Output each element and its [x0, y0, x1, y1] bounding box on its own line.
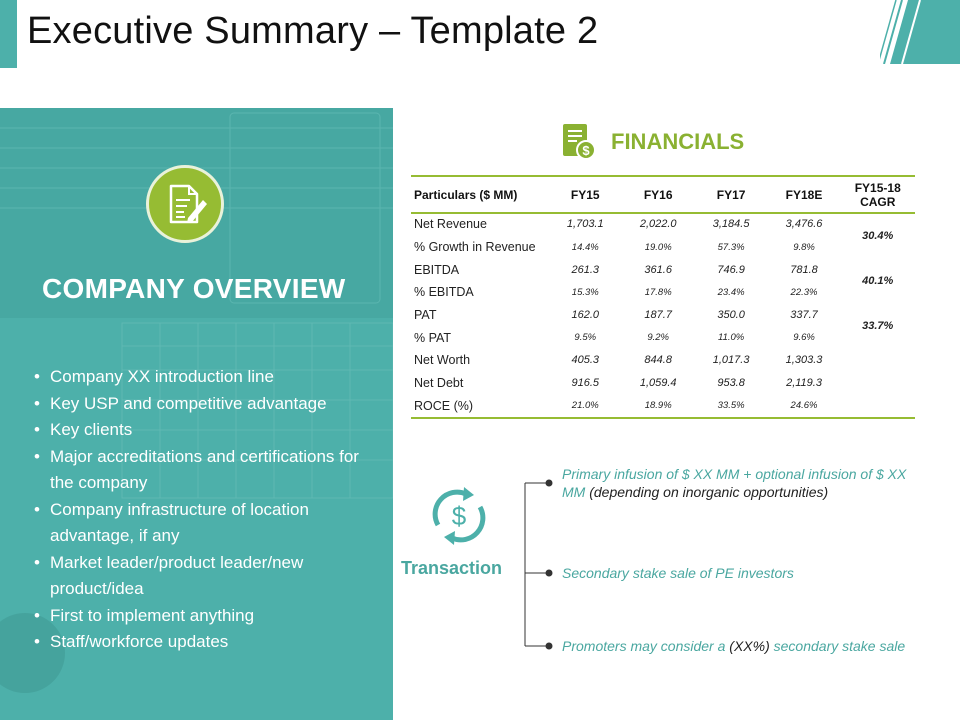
- table-row: [411, 326, 915, 349]
- row-label: Net Worth: [414, 353, 471, 368]
- row-label: PAT: [414, 308, 437, 323]
- overview-bullet-list: [34, 364, 374, 656]
- column-header: FY18E: [785, 187, 823, 202]
- table-cell: 3,476.6: [785, 218, 823, 231]
- table-bottom-rule: [411, 417, 915, 419]
- table-cell: 21.0%: [571, 400, 599, 412]
- corner-stripes-decoration: [880, 0, 960, 64]
- table-row: [411, 304, 915, 327]
- invoice-dollar-icon: [561, 123, 597, 161]
- table-cell: 9.2%: [647, 332, 669, 344]
- column-header: FY16: [643, 187, 673, 202]
- document-pen-icon: [146, 165, 224, 243]
- table-row: [411, 258, 915, 281]
- table-row: [411, 281, 915, 304]
- header-accent-bar: [0, 0, 17, 68]
- column-header: FY15: [570, 187, 600, 202]
- list-item: • Key clients: [34, 417, 374, 444]
- table-cell: 24.6%: [790, 400, 818, 412]
- table-cell: 18.9%: [644, 400, 672, 412]
- table-cell: 953.8: [717, 377, 745, 390]
- table-cell: 9.6%: [793, 332, 815, 344]
- table-row: [411, 395, 915, 418]
- table-cell: 22.3%: [790, 286, 818, 298]
- list-item: • Market leader/product leader/new product/idea: [34, 550, 374, 603]
- table-cell: 405.3: [571, 354, 600, 367]
- table-row: [411, 213, 915, 236]
- table-row: [411, 236, 915, 259]
- transaction-text: Primary infusion of $ XX MM + optional infusion of $ XX MM: [562, 466, 907, 500]
- row-label: % Growth in Revenue: [414, 240, 536, 255]
- column-header: FY15-18 CAGR: [854, 180, 901, 209]
- dollar-cycle-icon: [426, 485, 492, 547]
- table-cell: 746.9: [717, 263, 745, 276]
- table-header-row: [411, 176, 915, 213]
- table-cell: 17.8%: [644, 286, 672, 298]
- table-cell: 187.7: [644, 309, 672, 322]
- transaction-item-secondary: [562, 564, 932, 582]
- column-header: FY17: [716, 187, 746, 202]
- table-cell: 3,184.5: [712, 218, 750, 231]
- table-cell: 916.5: [571, 377, 600, 390]
- transaction-item-primary: [562, 465, 932, 501]
- table-cell: 2,022.0: [639, 218, 677, 231]
- table-cell: 57.3%: [717, 241, 745, 253]
- list-item: • Staff/workforce updates: [34, 629, 374, 656]
- transaction-item-promoters: [562, 637, 932, 655]
- table-cell: 1,703.1: [566, 218, 604, 231]
- table-cell: 337.7: [790, 309, 818, 322]
- cagr-cell: 30.4%: [862, 229, 894, 242]
- svg-text:$: $: [582, 143, 590, 158]
- financials-title: FINANCIALS: [611, 129, 745, 154]
- table-cell: 1,303.3: [785, 354, 823, 367]
- cagr-cell: 33.7%: [862, 320, 894, 333]
- transaction-text: Secondary stake sale of PE investors: [562, 565, 794, 581]
- transaction-text: Promoters may consider a: [562, 638, 726, 654]
- svg-text:$: $: [451, 501, 467, 531]
- table-cell: 9.8%: [793, 241, 815, 253]
- table-cell: 162.0: [571, 309, 600, 322]
- company-overview-panel: [0, 108, 393, 720]
- list-item: • First to implement anything: [34, 603, 374, 630]
- transaction-label: Transaction: [401, 558, 503, 578]
- list-item: • Company XX introduction line: [34, 364, 374, 391]
- table-cell: 1,017.3: [712, 354, 750, 367]
- table-cell: 23.4%: [717, 286, 745, 298]
- transaction-connector-lines: [520, 475, 560, 655]
- table-cell: 361.6: [644, 263, 672, 276]
- row-label: % EBITDA: [414, 285, 474, 300]
- table-cell: 781.8: [790, 263, 818, 276]
- table-row: [411, 372, 915, 395]
- table-cell: 33.5%: [717, 400, 745, 412]
- table-cell: 2,119.3: [786, 377, 822, 390]
- list-item: • Major accreditations and certifications for the company: [34, 444, 374, 497]
- table-cell: 19.0%: [644, 241, 672, 253]
- table-cell: 844.8: [644, 354, 672, 367]
- table-cell: 350.0: [717, 309, 745, 322]
- table-cell: 11.0%: [717, 332, 745, 344]
- table-cell: 261.3: [571, 263, 600, 276]
- row-label: Net Revenue: [414, 217, 487, 232]
- row-label: ROCE (%): [414, 398, 474, 413]
- table-cell: 9.5%: [574, 332, 597, 344]
- list-item: • Company infrastructure of location advantage, if any: [34, 497, 374, 550]
- company-overview-title: COMPANY OVERVIEW: [42, 273, 346, 304]
- transaction-text: secondary stake sale: [773, 638, 906, 654]
- transaction-highlight: (XX%): [729, 638, 770, 654]
- row-label: EBITDA: [414, 262, 460, 277]
- page-title: Executive Summary – Template 2: [27, 10, 599, 52]
- list-item: • Key USP and competitive advantage: [34, 391, 374, 418]
- table-cell: 15.3%: [571, 286, 599, 298]
- row-label: Net Debt: [414, 376, 464, 391]
- table-cell: 14.4%: [571, 241, 599, 253]
- empty-cell: [840, 349, 915, 417]
- row-label: % PAT: [414, 330, 452, 345]
- cagr-cell: 40.1%: [862, 275, 894, 288]
- column-header: Particulars ($ MM): [414, 187, 518, 202]
- transaction-note: (depending on inorganic opportunities): [589, 484, 829, 500]
- table-cell: 1,059.4: [639, 377, 677, 390]
- financials-table: [411, 176, 915, 417]
- table-row: [411, 349, 915, 372]
